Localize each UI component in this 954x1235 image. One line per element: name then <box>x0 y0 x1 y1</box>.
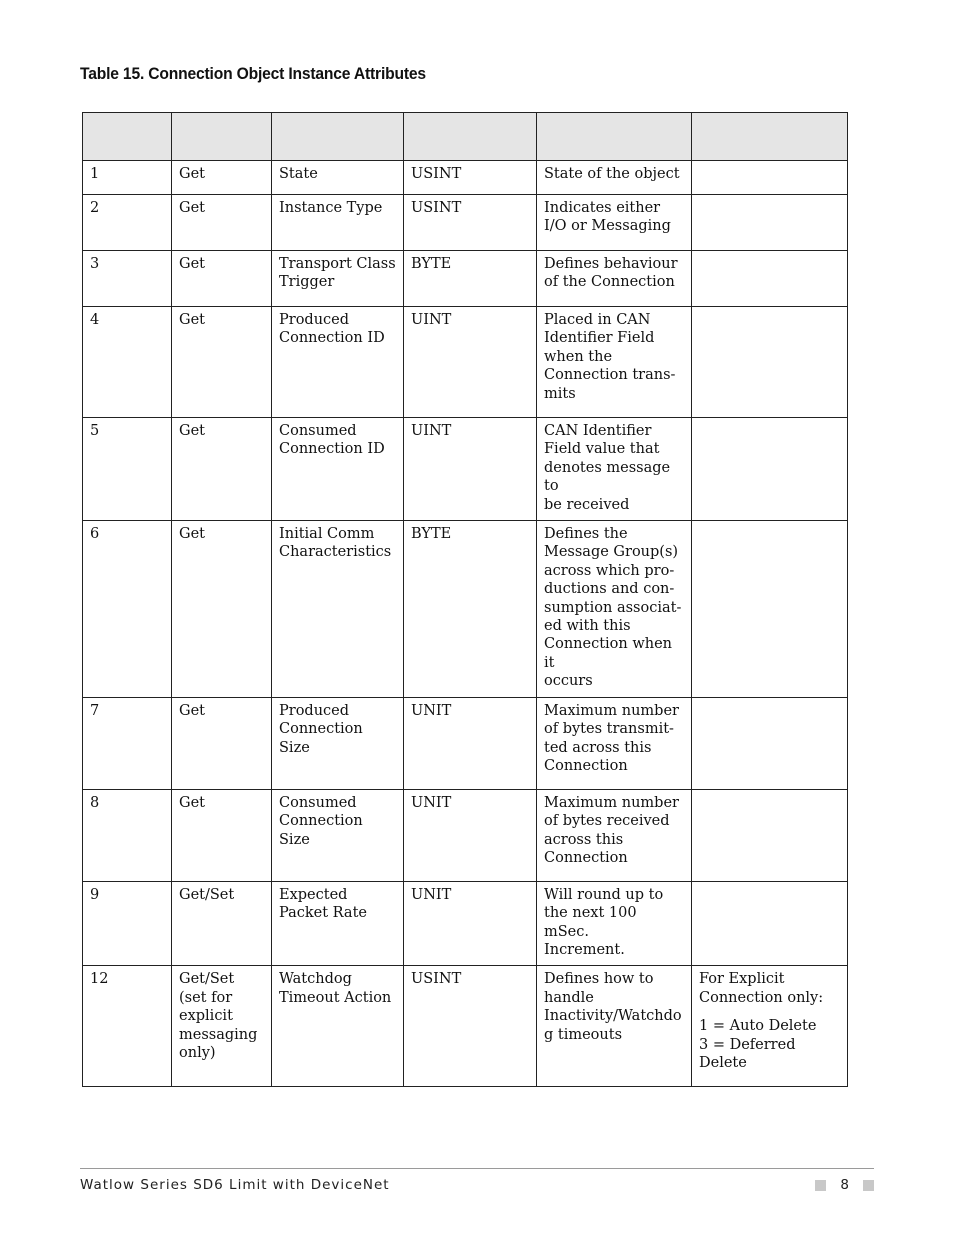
cell-description: Defines the Message Group(s) across which pro- ductions and con- sumption associat- ed with this Connection when it occurs <box>537 521 692 698</box>
cell-name: Produced Connection Size <box>272 697 404 789</box>
note-paragraph: 1 = Auto Delete 3 = Deferred Delete <box>699 1018 817 1071</box>
header-cell <box>692 113 848 161</box>
cell-description: Defines how to handle Inactivity/Watchdo g timeouts <box>537 966 692 1087</box>
footer-page-indicator <box>815 1177 874 1193</box>
cell-type: UNIT <box>404 697 537 789</box>
cell-access: Get/Set <box>172 881 272 966</box>
cell-id: 2 <box>83 195 172 251</box>
cell-access: Get <box>172 307 272 418</box>
cell-id: 4 <box>83 307 172 418</box>
cell-type: USINT <box>404 195 537 251</box>
cell-name: Watchdog Timeout Action <box>272 966 404 1087</box>
footer-divider <box>80 1168 874 1169</box>
cell-id: 9 <box>83 881 172 966</box>
square-icon <box>815 1180 826 1191</box>
cell-access: Get <box>172 697 272 789</box>
square-icon <box>863 1180 874 1191</box>
table-row <box>83 251 848 307</box>
cell-access: Get <box>172 161 272 195</box>
cell-access: Get <box>172 195 272 251</box>
cell-name: State <box>272 161 404 195</box>
cell-notes <box>692 418 848 521</box>
header-cell <box>404 113 537 161</box>
cell-name: Produced Connection ID <box>272 307 404 418</box>
table-row <box>83 789 848 881</box>
table-row <box>83 881 848 966</box>
cell-access: Get <box>172 418 272 521</box>
cell-access: Get <box>172 521 272 698</box>
header-cell <box>83 113 172 161</box>
cell-notes <box>692 307 848 418</box>
attributes-table <box>82 112 848 1087</box>
cell-id: 7 <box>83 697 172 789</box>
header-cell <box>272 113 404 161</box>
cell-id: 12 <box>83 966 172 1087</box>
cell-type: USINT <box>404 161 537 195</box>
cell-notes <box>692 521 848 698</box>
table-row <box>83 307 848 418</box>
cell-notes <box>692 966 848 1087</box>
cell-type: USINT <box>404 966 537 1087</box>
cell-type: BYTE <box>404 251 537 307</box>
cell-notes <box>692 251 848 307</box>
header-cell <box>172 113 272 161</box>
table-row <box>83 418 848 521</box>
cell-access: Get <box>172 789 272 881</box>
cell-description: Maximum number of bytes received across this Connection <box>537 789 692 881</box>
cell-description: Indicates either I/O or Messaging <box>537 195 692 251</box>
cell-access: Get/Set (set for explicit messaging only) <box>172 966 272 1087</box>
cell-description: CAN Identifier Field value that denotes message to be received <box>537 418 692 521</box>
cell-id: 6 <box>83 521 172 698</box>
table-row <box>83 697 848 789</box>
cell-name: Initial Comm Characteristics <box>272 521 404 698</box>
cell-description: Maximum number of bytes transmit- ted across this Connection <box>537 697 692 789</box>
table-header-row <box>83 113 848 161</box>
cell-notes <box>692 881 848 966</box>
header-cell <box>537 113 692 161</box>
table-row <box>83 966 848 1087</box>
cell-notes <box>692 697 848 789</box>
cell-type: UINT <box>404 418 537 521</box>
page-title: Table 15. Connection Object Instance Attributes <box>80 64 426 83</box>
table-row <box>83 521 848 698</box>
cell-id: 8 <box>83 789 172 881</box>
footer-title: Watlow Series SD6 Limit with DeviceNet <box>80 1177 390 1193</box>
cell-type: BYTE <box>404 521 537 698</box>
cell-id: 1 <box>83 161 172 195</box>
cell-notes <box>692 195 848 251</box>
cell-name: Transport Class Trigger <box>272 251 404 307</box>
cell-description: Defines behaviour of the Connection <box>537 251 692 307</box>
cell-name: Expected Packet Rate <box>272 881 404 966</box>
page-number: 8 <box>840 1177 849 1193</box>
cell-name: Consumed Connection ID <box>272 418 404 521</box>
cell-notes <box>692 789 848 881</box>
cell-name: Instance Type <box>272 195 404 251</box>
table-row <box>83 161 848 195</box>
cell-id: 3 <box>83 251 172 307</box>
cell-name: Consumed Connection Size <box>272 789 404 881</box>
table-row <box>83 195 848 251</box>
cell-type: UINT <box>404 307 537 418</box>
cell-notes <box>692 161 848 195</box>
cell-type: UNIT <box>404 881 537 966</box>
cell-description: State of the object <box>537 161 692 195</box>
note-paragraph: For Explicit Connection only: <box>699 971 824 1006</box>
cell-access: Get <box>172 251 272 307</box>
cell-description: Placed in CAN Identifier Field when the Connection trans- mits <box>537 307 692 418</box>
cell-id: 5 <box>83 418 172 521</box>
cell-type: UNIT <box>404 789 537 881</box>
cell-description: Will round up to the next 100 mSec. Increment. <box>537 881 692 966</box>
